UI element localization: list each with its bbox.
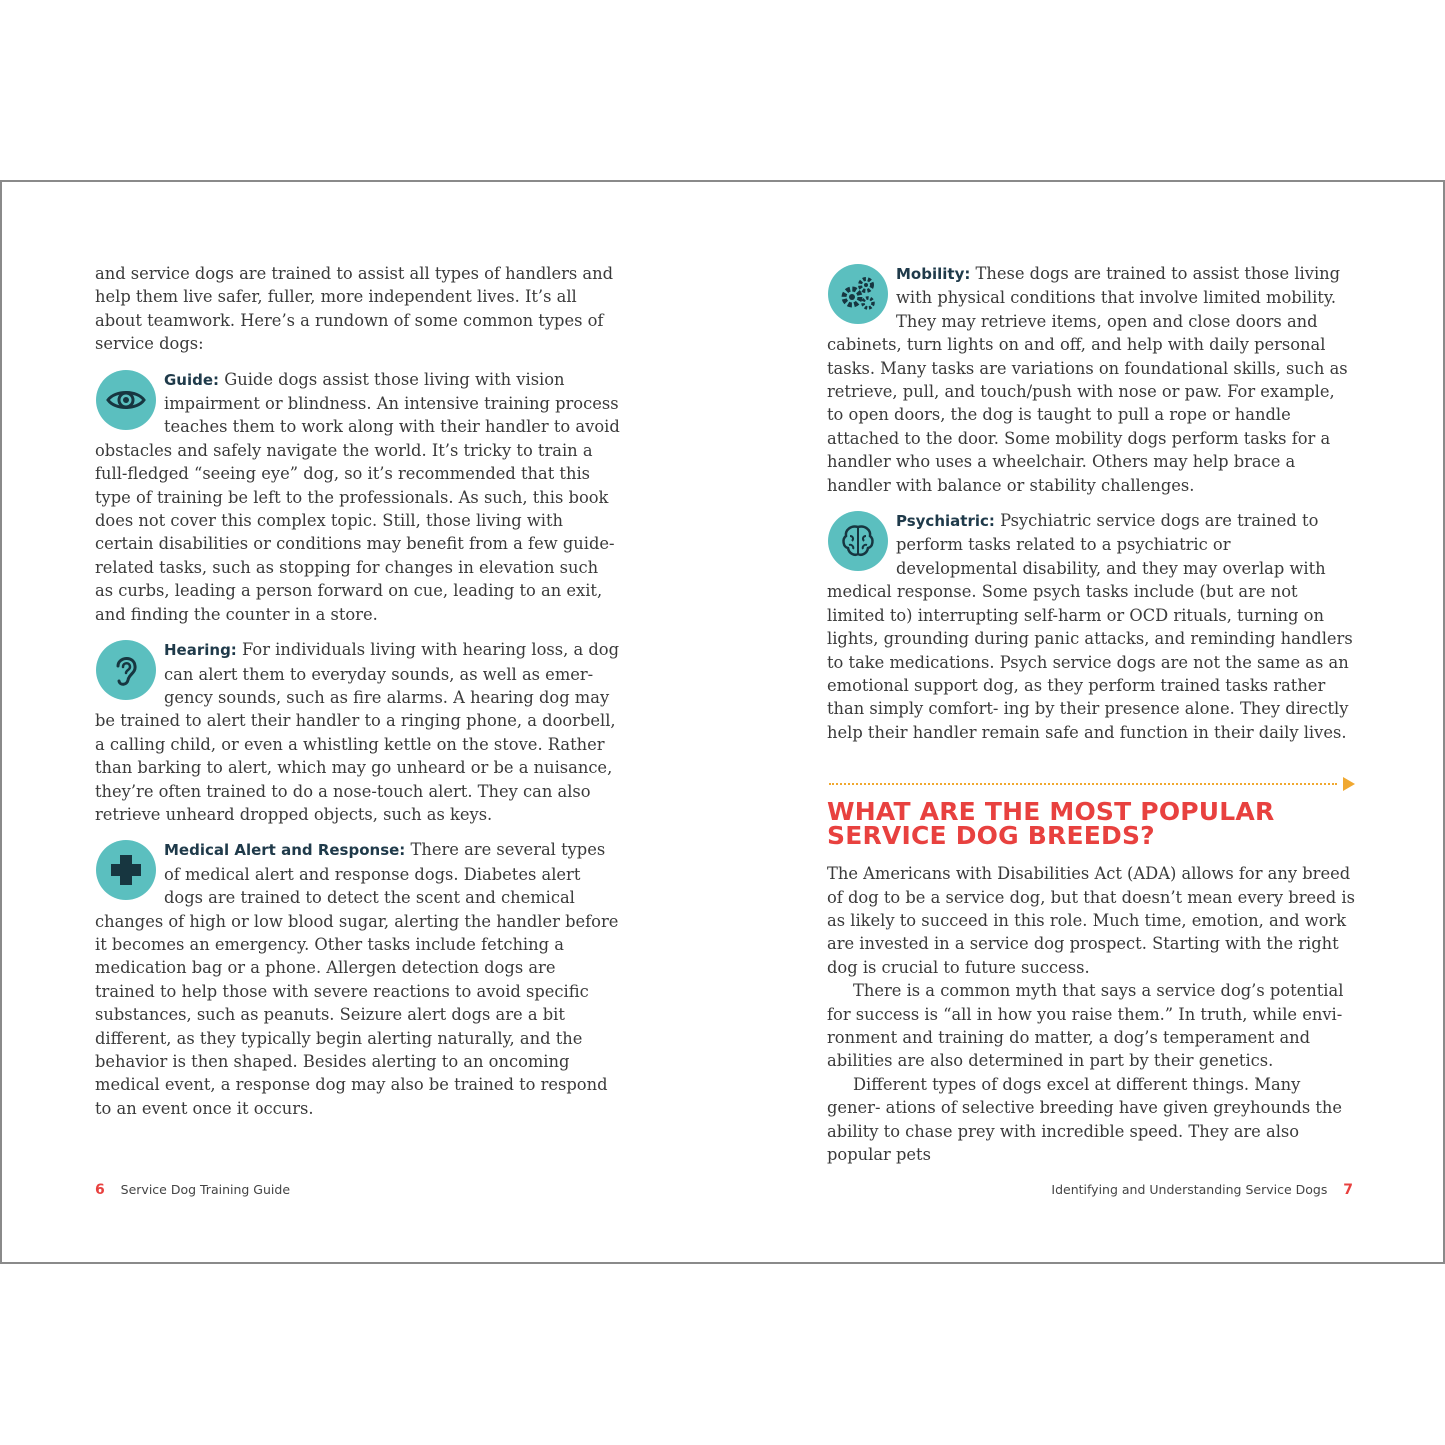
left-page-footer	[95, 1182, 290, 1198]
body-paragraph: Different types of dogs excel at different things. Many gener- ations of selective breeding have given greyhounds the ability to chase prey with incredible speed. They are also popular pets	[827, 1074, 1343, 1164]
entry-mobility	[827, 262, 1355, 497]
right-page-column	[827, 262, 1355, 1166]
running-title: Identifying and Understanding Service Dogs	[1051, 1182, 1328, 1197]
section-heading-line: WHAT ARE THE MOST POPULAR	[827, 797, 1275, 827]
entry-term: Hearing:	[164, 641, 237, 660]
page-number: 7	[1343, 1182, 1353, 1198]
entry-term: Mobility:	[896, 265, 971, 283]
gears-icon	[828, 264, 888, 324]
left-page-column	[95, 262, 620, 1132]
right-page-footer	[1051, 1182, 1353, 1198]
entry-term: Psychiatric:	[896, 512, 995, 531]
entry-psychiatric	[827, 509, 1355, 744]
ear-icon	[96, 640, 156, 700]
entry-medical-alert	[95, 838, 620, 1120]
running-title: Service Dog Training Guide	[120, 1182, 291, 1197]
arrow-right-icon	[1343, 777, 1355, 791]
page-number: 6	[95, 1182, 105, 1198]
intro-paragraph: and service dogs are trained to assist all types of handlers and help them live safer, fuller, more independent lives. It’s all about teamwork. Here’s a rundown of some common types of service dogs:	[95, 264, 614, 354]
eye-icon	[96, 370, 156, 430]
body-paragraph: There is a common myth that says a service dog’s potential for success is “all in how you raise them.” In truth, while envi- ronment and training do matter, a dog’s temperament and abilities are also determined in part by their genetics.	[827, 981, 1344, 1071]
entry-term: Medical Alert and Response:	[164, 841, 406, 860]
entry-hearing	[95, 638, 620, 826]
body-paragraph: The Americans with Disabilities Act (ADA) allows for any breed of dog to be a service dog, but that doesn’t mean every breed is as likely to succeed in this role. Much time, emotion, and work are invested in a service dog prospect. Starting with the right dog is crucial to future success.	[827, 864, 1355, 977]
section-heading-line: SERVICE DOG BREEDS?	[827, 821, 1155, 851]
dotted-rule	[829, 783, 1337, 785]
entry-text: These dogs are trained to assist those living with physical conditions that involve limited mobility. They may retrieve items, open and close doors and cabinets, turn lights on and off, and help with daily personal tasks. Many tasks are variations on foundational skills, such as retrieve, pull, and touch/push with nose or paw. For example, to open doors, the dog is taught to pull a rope or handle attached to the door. Some mobility dogs perform tasks for a handler who uses a wheelchair. Others may help brace a handler with balance or stability challenges.	[827, 264, 1348, 495]
section-heading	[827, 797, 1355, 851]
entry-text: For individuals living with hearing loss, a dog can alert them to everyday sounds, as well as emer- gency sounds, such as fire alarms. A hearing dog may be trained to alert their handler to a ringing phone, a doorbell, a calling child, or even a whistling kettle on the stove. Rather than barking to alert, which may go unheard or be a nuisance, they’re often trained to do a nose-touch alert. They can also retrieve unheard dropped objects, such as keys.	[95, 640, 619, 824]
entry-guide	[95, 368, 620, 626]
entry-text: Guide dogs assist those living with vision impairment or blindness. An intensive training process teaches them to work along with their handler to avoid obstacles and safely navigate the world. It’s tricky to train a full-fledged “seeing eye” dog, so it’s recommended that this type of training be left to the professionals. As such, this book does not cover this complex topic. Still, those living with certain disabilities or conditions may benefit from a few guide-related tasks, such as stopping for changes in elevation such as curbs, leading a person forward on cue, leading to an exit, and finding the counter in a store.	[95, 369, 620, 624]
medical-cross-icon	[96, 840, 156, 900]
entry-text: Psychiatric service dogs are trained to perform tasks related to a psychiatric or developmental disability, and they may overlap with medical response. Some psych tasks include (but are not limited to) interrupting self-harm or OCD rituals, turning on lights, grounding during panic attacks, and reminding handlers to take medications. Psych service dogs are not the same as an emotional support dog, as they perform trained tasks rather than simply comfort- ing by their presence alone. They directly help their handler remain safe and function in their daily lives.	[827, 511, 1353, 742]
brain-icon	[828, 511, 888, 571]
entry-text: There are several types of medical alert and response dogs. Diabetes alert dogs are trained to detect the scent and chemical changes of high or low blood sugar, alerting the handler before it becomes an emergency. Other tasks include fetching a medication bag or a phone. Allergen detection dogs are trained to help those with severe reactions to avoid specific substances, such as peanuts. Seizure alert dogs are a bit different, as they typically begin alerting naturally, and the behavior is then shaped. Besides alerting to an oncoming medical event, a response dog may also be trained to respond to an event once it occurs.	[95, 840, 619, 1118]
book-spread	[0, 180, 1445, 1264]
entry-term: Guide:	[164, 370, 220, 389]
section-divider	[827, 774, 1355, 794]
